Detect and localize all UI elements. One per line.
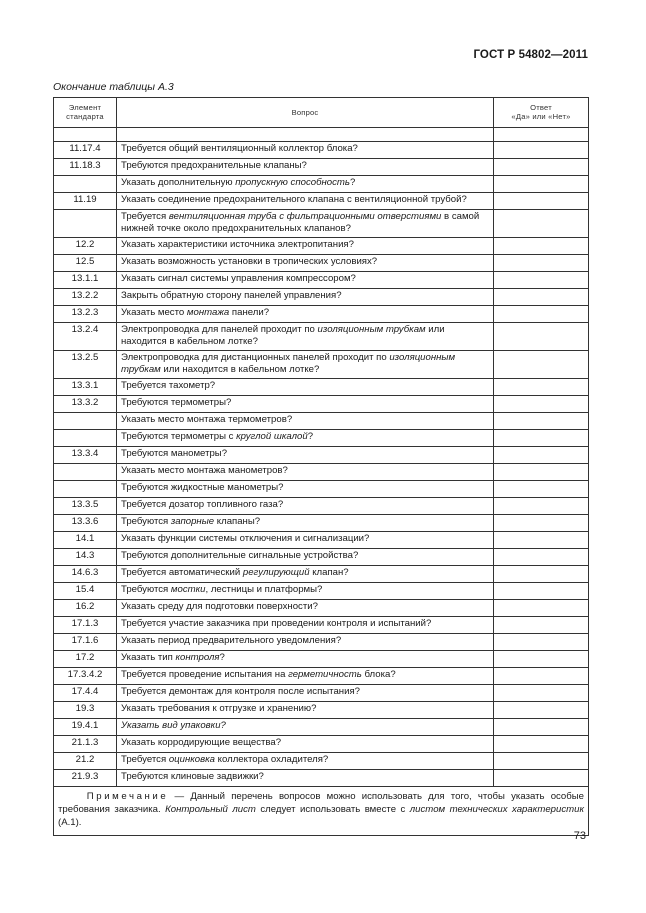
table-row <box>54 770 589 787</box>
header-answer <box>494 98 589 128</box>
element-cell: 13.3.6 <box>54 515 117 532</box>
answer-cell[interactable] <box>494 413 589 430</box>
element-cell: 19.3 <box>54 702 117 719</box>
element-cell: 13.1.1 <box>54 272 117 289</box>
question-text: Требуется автоматический <box>121 567 243 578</box>
question-cell <box>117 289 494 306</box>
question-cell <box>117 159 494 176</box>
element-cell: 14.1 <box>54 532 117 549</box>
question-text-italic: монтажа <box>186 307 230 318</box>
question-text: Требуются клиновые задвижки? <box>121 771 264 782</box>
question-text: клапаны? <box>214 516 261 527</box>
table-note <box>54 787 589 836</box>
element-cell: 21.2 <box>54 753 117 770</box>
note-row <box>54 787 589 836</box>
element-cell: 17.2 <box>54 651 117 668</box>
question-text-italic: оцинковка <box>168 754 216 765</box>
question-cell <box>117 600 494 617</box>
question-text: Закрыть обратную сторону панелей управления? <box>121 290 342 301</box>
table-row <box>54 272 589 289</box>
header-element-line1: Элемент <box>68 103 102 112</box>
question-text: Указать сигнал системы управления компрессором? <box>121 273 356 284</box>
element-cell: 21.1.3 <box>54 736 117 753</box>
note-text-italic: Контрольный лист <box>165 804 256 815</box>
element-cell: 17.3.4.2 <box>54 668 117 685</box>
question-cell <box>117 481 494 498</box>
question-text-italic: контроля <box>175 652 220 663</box>
table-row <box>54 159 589 176</box>
answer-cell[interactable] <box>494 210 589 238</box>
table-row <box>54 532 589 549</box>
answer-cell[interactable] <box>494 668 589 685</box>
question-cell <box>117 272 494 289</box>
question-text-italic: запорные <box>170 516 215 527</box>
question-cell <box>117 668 494 685</box>
table-row <box>54 413 589 430</box>
answer-cell[interactable] <box>494 515 589 532</box>
answer-cell[interactable] <box>494 306 589 323</box>
note-text: — Данный перечень вопросов можно использовать для того, чтобы указать особые требования заказчика. <box>58 791 584 815</box>
table-row <box>54 176 589 193</box>
question-text: ? <box>349 177 356 188</box>
table-caption: Окончание таблицы А.3 <box>53 81 174 93</box>
table-header-row <box>54 98 589 128</box>
questions-table <box>53 97 589 836</box>
question-text: Требуются дополнительные сигнальные устройства? <box>121 550 359 561</box>
question-text: Указать требования к отгрузке и хранению? <box>121 703 317 714</box>
question-cell <box>117 255 494 272</box>
answer-cell[interactable] <box>494 323 589 351</box>
question-text: Требуются манометры? <box>121 448 228 459</box>
element-cell: 11.19 <box>54 193 117 210</box>
element-cell: 13.2.5 <box>54 351 117 379</box>
table-body <box>54 128 589 787</box>
header-element-line2: стандарта <box>66 112 104 121</box>
question-text: Требуются жидкостные манометры? <box>121 482 284 493</box>
answer-cell[interactable] <box>494 447 589 464</box>
table-row <box>54 396 589 413</box>
table-row <box>54 702 589 719</box>
question-text: Требуется демонтаж для контроля после испытания? <box>121 686 360 697</box>
answer-cell[interactable] <box>494 481 589 498</box>
question-text: Требуется <box>121 211 169 222</box>
answer-cell[interactable] <box>494 753 589 770</box>
question-cell <box>117 702 494 719</box>
table-row <box>54 753 589 770</box>
element-cell <box>54 413 117 430</box>
answer-cell[interactable] <box>494 255 589 272</box>
answer-cell[interactable] <box>494 396 589 413</box>
header-answer-line1: Ответ <box>530 103 552 112</box>
element-cell: 13.2.3 <box>54 306 117 323</box>
element-cell: 13.2.4 <box>54 323 117 351</box>
question-text: Указать функции системы отключения и сигнализации? <box>121 533 370 544</box>
question-text: или находится в кабельном лотке? <box>121 324 445 347</box>
element-cell: 13.3.5 <box>54 498 117 515</box>
element-cell: 19.4.1 <box>54 719 117 736</box>
element-cell <box>54 464 117 481</box>
table-row <box>54 566 589 583</box>
question-cell <box>117 176 494 193</box>
question-cell <box>117 498 494 515</box>
table-row <box>54 238 589 255</box>
note-indent <box>58 791 87 802</box>
question-text: Требуется участие заказчика при проведении контроля и испытаний? <box>121 618 432 629</box>
question-text-italic: вентиляционная труба с фильтрационными отверстиями <box>168 211 442 222</box>
question-cell <box>117 413 494 430</box>
element-cell <box>54 481 117 498</box>
element-cell: 13.3.4 <box>54 447 117 464</box>
answer-cell[interactable] <box>494 736 589 753</box>
table-row <box>54 668 589 685</box>
element-cell: 13.3.2 <box>54 396 117 413</box>
table-row <box>54 210 589 238</box>
element-cell: 14.6.3 <box>54 566 117 583</box>
question-text: ? <box>219 652 225 663</box>
answer-cell[interactable] <box>494 238 589 255</box>
question-text: Требуется проведение испытания на <box>121 669 289 680</box>
element-cell: 11.18.3 <box>54 159 117 176</box>
answer-cell[interactable] <box>494 176 589 193</box>
element-cell: 17.1.3 <box>54 617 117 634</box>
question-text: , лестницы и платформы? <box>205 584 323 595</box>
element-cell <box>54 176 117 193</box>
answer-cell[interactable] <box>494 600 589 617</box>
table-row <box>54 549 589 566</box>
question-cell <box>117 306 494 323</box>
table-row <box>54 464 589 481</box>
question-text-italic: изоляционным трубкам <box>121 352 456 375</box>
table-row <box>54 634 589 651</box>
table-row <box>54 651 589 668</box>
answer-cell[interactable] <box>494 719 589 736</box>
question-text: Требуется общий вентиляционный коллектор блока? <box>121 143 358 154</box>
answer-cell[interactable] <box>494 532 589 549</box>
element-cell: 14.3 <box>54 549 117 566</box>
answer-cell[interactable] <box>494 379 589 396</box>
answer-cell[interactable] <box>494 651 589 668</box>
answer-cell[interactable] <box>494 702 589 719</box>
answer-cell[interactable] <box>494 770 589 787</box>
answer-cell[interactable] <box>494 464 589 481</box>
table-gap-row <box>54 128 589 142</box>
question-cell <box>117 430 494 447</box>
answer-cell[interactable] <box>494 566 589 583</box>
table-row <box>54 481 589 498</box>
question-text: Указать дополнительную <box>121 177 236 188</box>
answer-cell[interactable] <box>494 583 589 600</box>
answer-cell[interactable] <box>494 351 589 379</box>
question-cell <box>117 238 494 255</box>
table-row <box>54 289 589 306</box>
question-cell <box>117 351 494 379</box>
answer-cell[interactable] <box>494 289 589 306</box>
element-cell: 12.2 <box>54 238 117 255</box>
question-cell <box>117 651 494 668</box>
element-cell: 12.5 <box>54 255 117 272</box>
question-cell <box>117 566 494 583</box>
answer-cell[interactable] <box>494 549 589 566</box>
answer-cell[interactable] <box>494 272 589 289</box>
element-cell: 17.1.6 <box>54 634 117 651</box>
question-cell <box>117 142 494 159</box>
question-cell <box>117 193 494 210</box>
table-row <box>54 430 589 447</box>
question-text: Электропроводка для панелей проходит по <box>121 324 318 335</box>
table-row <box>54 515 589 532</box>
question-cell <box>117 396 494 413</box>
question-text-italic: герметичность <box>288 669 362 680</box>
question-text: панели? <box>229 307 270 318</box>
table-row <box>54 323 589 351</box>
question-text: Требуются термометры с <box>121 431 237 442</box>
question-text: или находится в кабельном лотке? <box>160 364 320 375</box>
question-text: клапан? <box>309 567 349 578</box>
document-standard-header: ГОСТ Р 54802—2011 <box>473 49 588 61</box>
question-cell <box>117 447 494 464</box>
table-row <box>54 685 589 702</box>
question-text-italic: изоляционным трубкам <box>317 324 426 335</box>
element-cell: 13.3.1 <box>54 379 117 396</box>
question-cell <box>117 549 494 566</box>
question-cell <box>117 685 494 702</box>
table-row <box>54 255 589 272</box>
element-cell: 21.9.3 <box>54 770 117 787</box>
question-text: Указать возможность установки в тропических условиях? <box>121 256 378 267</box>
question-text: Требуются предохранительные клапаны? <box>121 160 307 171</box>
question-text: Указать место монтажа манометров? <box>121 465 288 476</box>
question-cell <box>117 719 494 736</box>
question-text-italic: регулирующий <box>242 567 310 578</box>
question-text-italic: мостки <box>170 584 206 595</box>
question-cell <box>117 210 494 238</box>
question-text: Требуются термометры? <box>121 397 232 408</box>
element-cell: 15.4 <box>54 583 117 600</box>
question-cell <box>117 379 494 396</box>
table-row <box>54 142 589 159</box>
question-text: Требуются <box>121 516 171 527</box>
question-cell <box>117 634 494 651</box>
table-row <box>54 306 589 323</box>
table-row <box>54 736 589 753</box>
element-cell: 16.2 <box>54 600 117 617</box>
note-text: (А.1). <box>58 817 82 828</box>
note-label: Примечание <box>86 791 169 802</box>
answer-cell[interactable] <box>494 685 589 702</box>
question-text: ? <box>307 431 314 442</box>
question-cell <box>117 583 494 600</box>
question-text: Указать характеристики источника электропитания? <box>121 239 354 250</box>
question-text: блока? <box>361 669 396 680</box>
question-text: Указать соединение предохранительного клапана с вентиляционной трубой? <box>121 194 467 205</box>
header-question: Вопрос <box>117 98 494 128</box>
question-cell <box>117 736 494 753</box>
question-text: в самой нижней точке около предохранительных клапанов? <box>121 211 480 234</box>
question-text: Указать место монтажа термометров? <box>121 414 293 425</box>
question-text: Требуется дозатор топливного газа? <box>121 499 284 510</box>
table-row <box>54 719 589 736</box>
question-text: Требуются <box>121 584 171 595</box>
element-cell: 17.4.4 <box>54 685 117 702</box>
note-text: следует использовать вместе с <box>255 804 410 815</box>
table-row <box>54 498 589 515</box>
element-cell: 13.2.2 <box>54 289 117 306</box>
question-cell <box>117 753 494 770</box>
question-text: коллектора охладителя? <box>215 754 329 765</box>
table-row <box>54 379 589 396</box>
question-cell <box>117 515 494 532</box>
element-cell: 11.17.4 <box>54 142 117 159</box>
question-text-italic: Указать вид упаковки? <box>121 720 226 731</box>
element-cell <box>54 430 117 447</box>
gap-cell <box>494 128 589 142</box>
question-text: Требуется <box>121 754 169 765</box>
table-row <box>54 617 589 634</box>
question-text: Указать период предварительного уведомления? <box>121 635 342 646</box>
gap-cell <box>54 128 117 142</box>
answer-cell[interactable] <box>494 498 589 515</box>
question-cell <box>117 464 494 481</box>
question-text-italic: пропускную способность <box>235 177 350 188</box>
answer-cell[interactable] <box>494 430 589 447</box>
element-cell <box>54 210 117 238</box>
question-cell <box>117 617 494 634</box>
table-row <box>54 351 589 379</box>
answer-cell[interactable] <box>494 159 589 176</box>
header-answer-line2: «Да» или «Нет» <box>511 112 571 121</box>
page-number: 73 <box>573 830 586 842</box>
table-row <box>54 600 589 617</box>
question-text: Электропроводка для дистанционных панелей проходит по <box>121 352 390 363</box>
question-cell <box>117 532 494 549</box>
header-element <box>54 98 117 128</box>
table-row <box>54 447 589 464</box>
question-text: Указать тип <box>121 652 176 663</box>
question-text: Указать место <box>121 307 187 318</box>
answer-cell[interactable] <box>494 617 589 634</box>
question-text: Указать среду для подготовки поверхности? <box>121 601 318 612</box>
question-text-italic: круглой шкалой <box>236 431 308 442</box>
note-text-italic: листом технических характеристик <box>409 804 584 815</box>
answer-cell[interactable] <box>494 193 589 210</box>
table-row <box>54 193 589 210</box>
question-cell <box>117 323 494 351</box>
table-row <box>54 583 589 600</box>
answer-cell[interactable] <box>494 634 589 651</box>
answer-cell[interactable] <box>494 142 589 159</box>
question-text: Требуется тахометр? <box>121 380 216 391</box>
gap-cell <box>117 128 494 142</box>
question-cell <box>117 770 494 787</box>
question-text: Указать корродирующие вещества? <box>121 737 282 748</box>
